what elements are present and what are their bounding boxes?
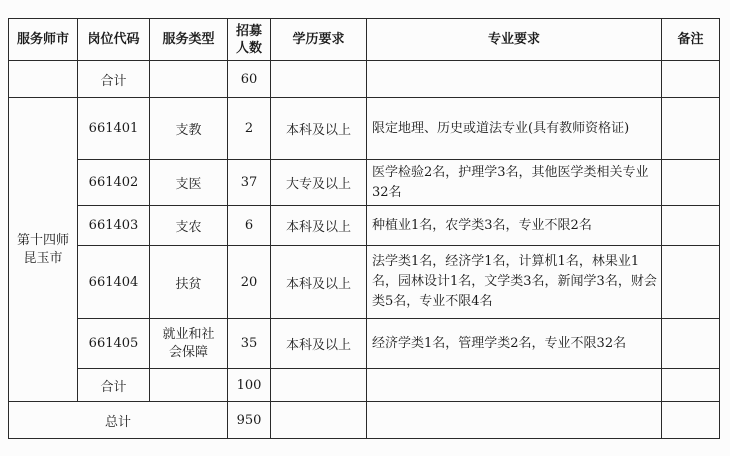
- row-count: 37: [228, 160, 271, 206]
- subtotal-top-city: [9, 61, 78, 98]
- row-count: 2: [228, 98, 271, 160]
- row-count: 35: [228, 319, 271, 369]
- grand-total-row: [9, 402, 720, 439]
- subtotal-city-label: 合计: [78, 369, 150, 402]
- row-notes: [662, 206, 720, 246]
- row-count: 6: [228, 206, 271, 246]
- row-education: 本科及以上: [271, 246, 367, 319]
- row-type: 扶贫: [150, 246, 228, 319]
- subtotal-top-row: [9, 61, 720, 98]
- row-notes: [662, 160, 720, 206]
- row-education: 本科及以上: [271, 206, 367, 246]
- row-major: 经济学类1名，管理学类2名，专业不限32名: [367, 319, 662, 369]
- row-type: 支医: [150, 160, 228, 206]
- table-row: [9, 319, 720, 369]
- subtotal-top-type: [150, 61, 228, 98]
- city-cell: [9, 98, 78, 402]
- row-major: 法学类1名，经济学1名，计算机1名，林果业1名，园林设计1名，文学类3名，新闻学3名，财会类5名，专业不限4名: [367, 246, 662, 319]
- row-type: 支农: [150, 206, 228, 246]
- row-type: 支教: [150, 98, 228, 160]
- row-type-line2: 会保障: [168, 344, 208, 360]
- header-count-line2: 人数: [235, 40, 262, 56]
- row-code: 661404: [78, 246, 150, 319]
- row-notes: [662, 246, 720, 319]
- city-line2: 昆玉市: [23, 250, 63, 266]
- grand-total-notes: [662, 402, 720, 439]
- row-code: 661402: [78, 160, 150, 206]
- table-row: [9, 246, 720, 319]
- subtotal-city-type: [150, 369, 228, 402]
- header-notes: 备注: [662, 19, 720, 61]
- row-major: 限定地理、历史或道法专业(具有教师资格证): [367, 98, 662, 160]
- subtotal-city-major: [367, 369, 662, 402]
- header-education: 学历要求: [271, 19, 367, 61]
- row-type-line1: 就业和社: [162, 326, 215, 342]
- subtotal-top-major: [367, 61, 662, 98]
- subtotal-top-notes: [662, 61, 720, 98]
- row-notes: [662, 98, 720, 160]
- row-education: 本科及以上: [271, 98, 367, 160]
- header-count-line1: 招募: [235, 23, 262, 39]
- header-type: 服务类型: [150, 19, 228, 61]
- grand-total-label: 总计: [9, 402, 228, 439]
- row-code: 661401: [78, 98, 150, 160]
- subtotal-city-edu: [271, 369, 367, 402]
- header-count: [228, 19, 271, 61]
- row-code: 661403: [78, 206, 150, 246]
- header-row: [9, 19, 720, 61]
- subtotal-city-notes: [662, 369, 720, 402]
- subtotal-top-edu: [271, 61, 367, 98]
- header-code: 岗位代码: [78, 19, 150, 61]
- recruitment-table: [8, 18, 720, 439]
- table-row: [9, 98, 720, 160]
- grand-total-major: [367, 402, 662, 439]
- row-code: 661405: [78, 319, 150, 369]
- grand-total-edu: [271, 402, 367, 439]
- row-major: 医学检验2名，护理学3名，其他医学类相关专业32名: [367, 160, 662, 206]
- row-count: 20: [228, 246, 271, 319]
- row-education: 本科及以上: [271, 319, 367, 369]
- header-city: 服务师市: [9, 19, 78, 61]
- subtotal-city-count: 100: [228, 369, 271, 402]
- header-major: 专业要求: [367, 19, 662, 61]
- table-row: [9, 206, 720, 246]
- grand-total-count: 950: [228, 402, 271, 439]
- subtotal-top-label: 合计: [78, 61, 150, 98]
- row-notes: [662, 319, 720, 369]
- row-major: 种植业1名，农学类3名，专业不限2名: [367, 206, 662, 246]
- row-education: 大专及以上: [271, 160, 367, 206]
- city-line1: 第十四师: [16, 232, 69, 248]
- subtotal-city-row: [9, 369, 720, 402]
- row-type: [150, 319, 228, 369]
- table-row: [9, 160, 720, 206]
- subtotal-top-count: 60: [228, 61, 271, 98]
